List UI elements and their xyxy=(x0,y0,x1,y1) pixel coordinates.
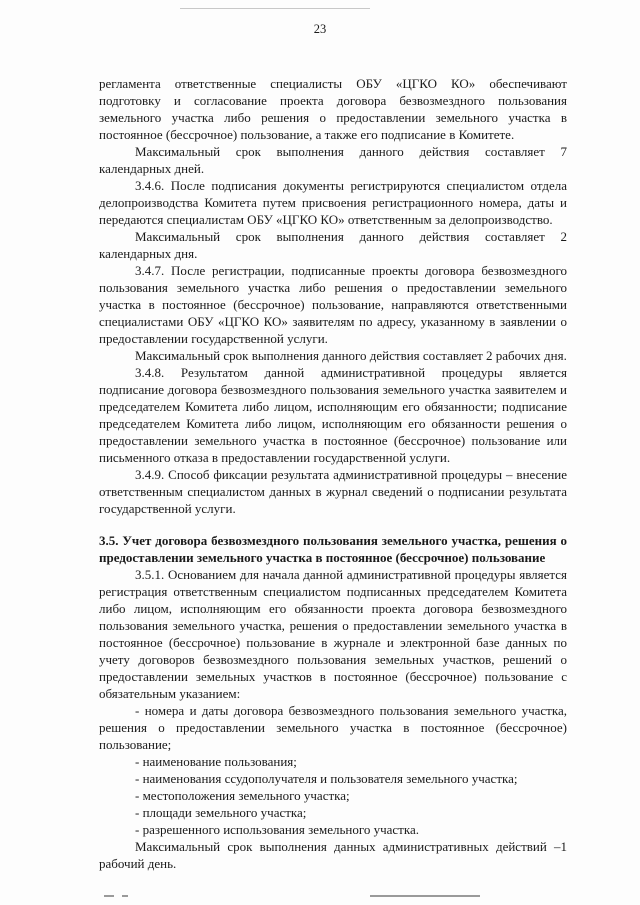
scan-mark xyxy=(370,895,480,897)
scan-mark xyxy=(122,895,128,897)
bullet-item: - наименования ссудополучателя и пользователя земельного участка; xyxy=(135,771,518,786)
paragraph-3-4-8: 3.4.8. Результатом данной административной процедуры является подписание договора безвозмездного пользования земельного участка заявителем и председателем Комитета либо лицом, исполняющим его обязанности; подписание председателем Комитета либо лицом, исполняющим его обязанности решения о предоставлении земельного участка в постоянное (бессрочное) пользование или письменного отказа в предоставлении государственной услуги. xyxy=(99,365,567,465)
section-gap xyxy=(99,517,567,532)
scan-mark xyxy=(104,895,114,897)
page-number: 23 xyxy=(313,22,327,36)
bullet-item: - наименование пользования; xyxy=(135,754,297,769)
paragraph-max-time-2-work-days: Максимальный срок выполнения данного действия составляет 2 рабочих дня. xyxy=(135,348,567,363)
paragraph-3-4-7: 3.4.7. После регистрации, подписанные проекты договора безвозмездного пользования земельного участка либо решения о предоставлении земельного участка в постоянное (бессрочное) пользование, направляются ответственными специалистами ОБУ «ЦГКО КО» заявителям по адресу, указанному в заявлении о предоставлении государственной услуги. xyxy=(99,263,567,346)
paragraph-max-time-2-days: Максимальный срок выполнения данного действия составляет 2 календарных дня. xyxy=(99,229,567,261)
scan-top-rule xyxy=(180,8,370,9)
paragraph-3-5-1: 3.5.1. Основанием для начала данной административной процедуры является регистрация ответственным специалистом подписанных председателем Комитета либо лицом, исполняющим его обязанности проекта договора безвозмездного пользования земельного участка, решения о предоставлении земельного участка в постоянное (бессрочное) пользование в журнале и электронной базе данных по учету договоров безвозмездного пользования земельных участков, решений о предоставлении земельных участков в постоянное (бессрочное) пользование с обязательным указанием: xyxy=(99,567,567,701)
bullet-item: - номера и даты договора безвозмездного пользования земельного участка, решения о предоставлении земельного участка в постоянное (бессрочное) пользование; xyxy=(99,703,567,752)
paragraph-closing: Максимальный срок выполнения данных административных действий –1 рабочий день. xyxy=(99,839,567,871)
document-body xyxy=(99,75,567,872)
bullet-item: - площади земельного участка; xyxy=(135,805,307,820)
section-heading-3-5: 3.5. Учет договора безвозмездного пользования земельного участка, решения о предоставлении земельного участка в постоянное (бессрочное) пользование xyxy=(99,533,567,565)
paragraph-continuation: регламента ответственные специалисты ОБУ «ЦГКО КО» обеспечивают подготовку и согласование проекта договора безвозмездного пользования земельного участка либо решения о предоставлении земельного участка в постоянное (бессрочное) пользование, а также его подписание в Комитете. xyxy=(99,76,567,142)
paragraph-3-4-9: 3.4.9. Способ фиксации результата административной процедуры – внесение ответственным специалистом данных в журнал сведений о подписании результата государственной услуги. xyxy=(99,467,567,516)
scan-bottom-marks xyxy=(0,895,640,901)
paragraph-max-time-7-days: Максимальный срок выполнения данного действия составляет 7 календарных дней. xyxy=(99,144,567,176)
paragraph-3-4-6: 3.4.6. После подписания документы регистрируются специалистом отдела делопроизводства Комитета путем присвоения регистрационного номера, даты и передаются специалистам ОБУ «ЦГКО КО» ответственным за делопроизводство. xyxy=(99,178,567,227)
bullet-item: - местоположения земельного участка; xyxy=(135,788,350,803)
bullet-item: - разрешенного использования земельного участка. xyxy=(135,822,420,837)
